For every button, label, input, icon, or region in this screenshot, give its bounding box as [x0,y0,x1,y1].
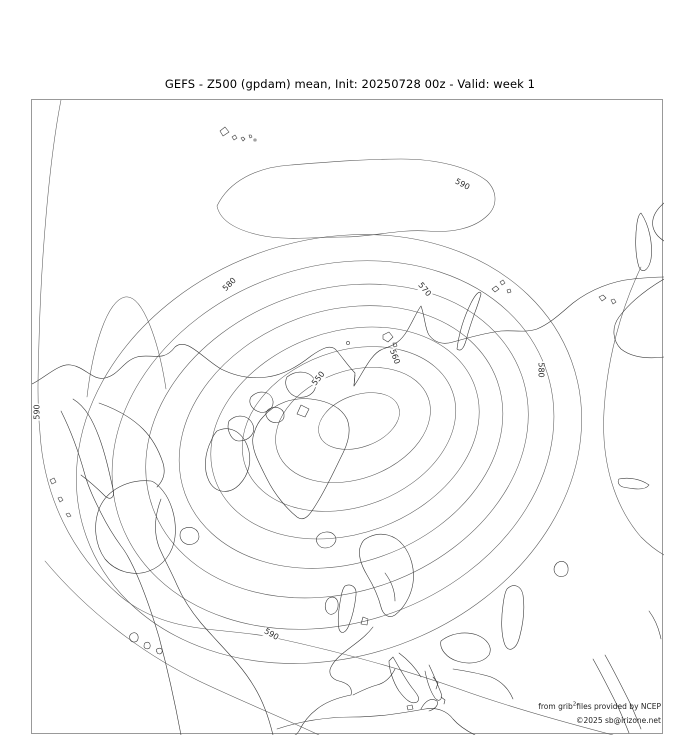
contour-label-560: 560 [388,347,402,366]
contour-label-580: 580 [536,362,546,378]
devon-island [266,407,284,422]
contour-590-outer [38,100,613,735]
contour-590-top-blob [217,159,495,238]
okhotsk-islands [599,295,616,304]
baltic-sea [385,573,395,601]
grib2-superscript: 2 [572,701,577,708]
persian-gulf [649,611,661,639]
contour-label-550: 550 [310,369,327,388]
contour-ring-565 [142,262,540,612]
ireland [325,597,338,614]
sicily [407,705,413,710]
contour-label-570: 570 [416,280,434,299]
severnaya-zemlya [492,280,511,293]
hudson-bay [96,481,176,574]
baffin-island [205,429,249,492]
coastlines-layer [32,127,664,735]
contours-layer [32,100,664,735]
chukotka-corner [653,203,664,241]
italy [389,657,419,703]
north-africa-coast [277,708,475,735]
attribution-source: from grib$^2$files provided by NCEP [538,701,661,711]
contour-585-arc [45,561,319,735]
contour-label-590: 590 [453,176,472,192]
adriatic-balkans [399,653,442,700]
na-west-coast [61,411,181,735]
contour-label-590: 590 [32,404,42,420]
contour-ring-550 [259,347,446,503]
contour-label-590: 590 [262,626,281,642]
contour-right-arc [604,267,664,555]
attribution-copyright: ©2025 sb@irizone.net [576,716,661,725]
kamchatka [636,213,652,271]
contour-ring-575 [60,200,607,689]
newfoundland [180,527,199,544]
caspian-sea [502,586,524,650]
banks-island [228,416,254,441]
contour-ring-570 [101,232,573,650]
mediterranean-north-shore [353,669,395,695]
great-britain [338,585,356,632]
novaya-zemlya [457,292,481,350]
page-title: GEFS - Z500 (gpdam) mean, Init: 20250728 00z - Valid: week 1 [164,77,536,91]
siberia-coast [32,277,664,386]
small-arctic-island [346,341,349,344]
greenland-coast [253,399,349,519]
small-archipelago-island [297,405,309,417]
contour-label-580: 580 [220,275,238,293]
contour-590-lobe [87,297,166,397]
contour-ring-580 [32,165,643,732]
na-east-coast [155,499,273,735]
lake-balkhash [618,478,649,489]
svalbard [383,332,397,347]
arctic-islands-top [220,127,256,141]
canada-arctic-coast [99,403,164,487]
france-iberia-coast [295,627,373,735]
black-sea [441,633,491,663]
aral-sea [554,561,568,576]
map-canvas [32,100,664,735]
turkey-levant-coast [453,669,513,699]
okhotsk-coast [614,279,664,358]
iceland [316,532,335,548]
contour-ring-545 [311,382,408,460]
map-frame [31,99,663,734]
